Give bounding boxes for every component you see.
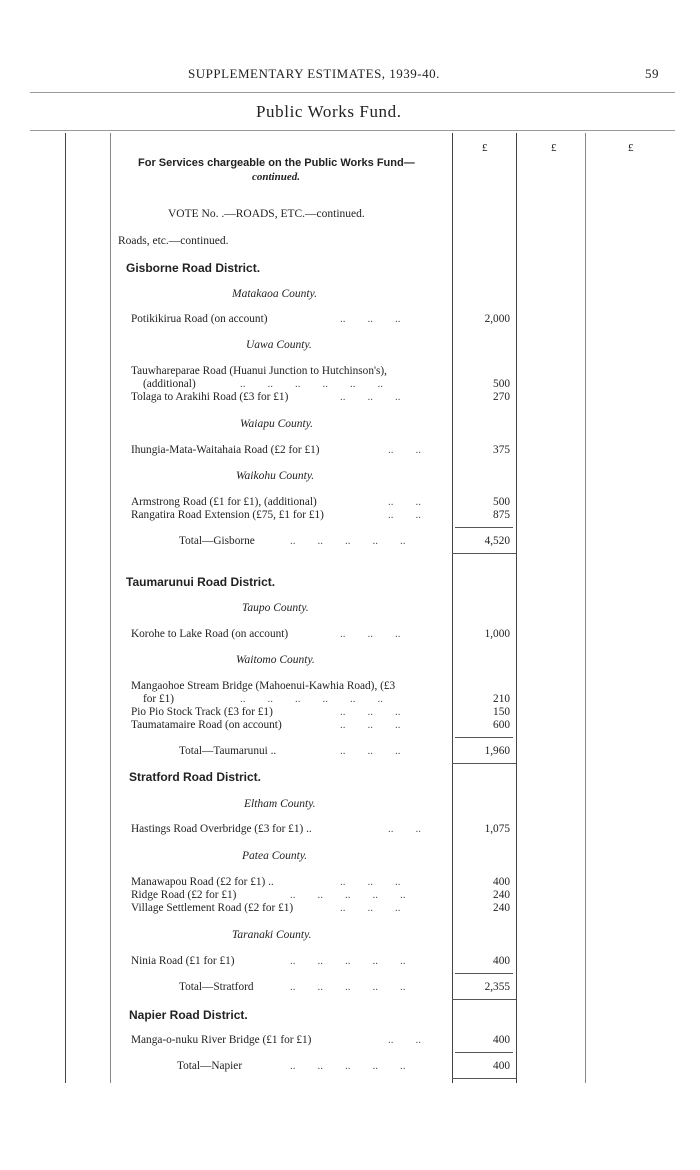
roads-heading: Roads, etc.—continued.: [118, 235, 229, 247]
manawapou-road: Manawapou Road (£2 for £1) ..: [131, 876, 274, 888]
rangatira-road: Rangatira Road Extension (£75, £1 for £1): [131, 509, 324, 521]
leader-dots: .. .. .. .. .. ..: [240, 378, 383, 390]
leader-dots: .. .. ..: [340, 706, 401, 718]
leader-dots: .. .. ..: [340, 313, 401, 325]
subtotal-rule: [455, 973, 513, 974]
manga-o-nuku-bridge: Manga-o-nuku River Bridge (£1 for £1): [131, 1034, 312, 1046]
napier-district-heading: Napier Road District.: [129, 1008, 248, 1022]
potikikirua-road: Potikikirua Road (on account): [131, 313, 268, 325]
taumarunui-district-heading: Taumarunui Road District.: [126, 575, 276, 589]
leader-dots: .. .. ..: [340, 876, 401, 888]
tolaga-road: Tolaga to Arakihi Road (£3 for £1): [131, 391, 289, 403]
leader-dots: .. .. ..: [340, 628, 401, 640]
napier-total-amount: 400: [493, 1060, 510, 1072]
stratford-district-heading: Stratford Road District.: [129, 770, 262, 784]
tauwhareparae-road-line2: (additional): [143, 378, 196, 390]
taumarunui-total-amount: 1,960: [484, 745, 510, 757]
inner-margin-rule: [110, 133, 111, 1083]
leader-dots: .. ..: [388, 823, 421, 835]
leader-dots: .. .. ..: [340, 719, 401, 731]
leader-dots: .. .. .. .. .. ..: [240, 693, 383, 705]
subtotal-rule: [455, 737, 513, 738]
hastings-overbridge: Hastings Road Overbridge (£3 for £1) ..: [131, 823, 312, 835]
left-margin-rule: [65, 133, 66, 1083]
ridge-road: Ridge Road (£2 for £1): [131, 889, 237, 901]
manga-o-nuku-amount: 400: [493, 1034, 510, 1046]
total-rule: [452, 553, 516, 554]
korohe-amount: 1,000: [484, 628, 510, 640]
village-amount: 240: [493, 902, 510, 914]
leader-dots: .. .. .. .. ..: [290, 955, 406, 967]
pound-header-2: £: [551, 142, 557, 154]
second-column-rule: [585, 133, 586, 1083]
leader-dots: .. ..: [388, 1034, 421, 1046]
waitomo-county: Waitomo County.: [236, 654, 315, 666]
tauwhareparae-road-line1: Tauwhareparae Road (Huanui Junction to Hutchinson's),: [131, 365, 387, 377]
gisborne-district-heading: Gisborne Road District.: [126, 261, 261, 275]
leader-dots: .. .. .. .. ..: [290, 535, 406, 547]
page-number: 59: [645, 66, 659, 81]
header-rule: [30, 92, 675, 93]
waikohu-county: Waikohu County.: [236, 470, 315, 482]
taumatamaire-road: Taumatamaire Road (on account): [131, 719, 282, 731]
stratford-total-label: Total—Stratford: [179, 981, 254, 993]
manawapou-amount: 400: [493, 876, 510, 888]
taranaki-county: Taranaki County.: [232, 929, 312, 941]
total-rule: [452, 1078, 516, 1079]
pound-header-3: £: [628, 142, 634, 154]
taumarunui-total-label: Total—Taumarunui ..: [179, 745, 277, 757]
mangaohoe-bridge-line2: for £1): [143, 693, 175, 705]
eltham-county: Eltham County.: [244, 798, 316, 810]
ihungia-road: Ihungia-Mata-Waitahaia Road (£2 for £1): [131, 444, 320, 456]
fund-title: Public Works Fund.: [256, 102, 402, 121]
gisborne-total-amount: 4,520: [484, 535, 510, 547]
leader-dots: .. .. .. .. ..: [290, 981, 406, 993]
taupo-county: Taupo County.: [242, 602, 309, 614]
total-rule: [452, 999, 516, 1000]
leader-dots: .. ..: [388, 509, 421, 521]
piopio-amount: 150: [493, 706, 510, 718]
korohe-road: Korohe to Lake Road (on account): [131, 628, 289, 640]
vote-heading: VOTE No. .—ROADS, ETC.—continued.: [168, 208, 365, 220]
leader-dots: .. .. ..: [340, 902, 401, 914]
title-rule: [30, 130, 675, 131]
services-continued: continued.: [252, 171, 300, 183]
matakaoa-county: Matakaoa County.: [232, 288, 317, 300]
tolaga-amount: 270: [493, 391, 510, 403]
hastings-amount: 1,075: [484, 823, 510, 835]
leader-dots: .. ..: [388, 496, 421, 508]
ninia-amount: 400: [493, 955, 510, 967]
rangatira-amount: 875: [493, 509, 510, 521]
tauwhareparae-amount: 500: [493, 378, 510, 390]
napier-total-label: Total—Napier: [177, 1060, 243, 1072]
amount-column-rule-left: [452, 133, 453, 1083]
ihungia-amount: 375: [493, 444, 510, 456]
piopio-stock-track: Pio Pio Stock Track (£3 for £1): [131, 706, 273, 718]
subtotal-rule: [455, 527, 513, 528]
amount-column-rule-right: [516, 133, 517, 1083]
leader-dots: .. .. .. .. ..: [290, 889, 406, 901]
armstrong-road: Armstrong Road (£1 for £1), (additional): [131, 496, 317, 508]
pound-header-1: £: [482, 142, 488, 154]
subtotal-rule: [455, 1052, 513, 1053]
taumatamaire-amount: 600: [493, 719, 510, 731]
mangaohoe-amount: 210: [493, 693, 510, 705]
village-settlement-road: Village Settlement Road (£2 for £1): [131, 902, 294, 914]
running-title: SUPPLEMENTARY ESTIMATES, 1939-40.: [188, 66, 440, 81]
leader-dots: .. .. .. .. ..: [290, 1060, 406, 1072]
potikikirua-amount: 2,000: [484, 313, 510, 325]
stratford-total-amount: 2,355: [484, 981, 510, 993]
uawa-county: Uawa County.: [246, 339, 312, 351]
waiapu-county: Waiapu County.: [240, 418, 314, 430]
services-heading: For Services chargeable on the Public Works Fund—: [138, 157, 415, 169]
leader-dots: .. .. ..: [340, 745, 401, 757]
mangaohoe-bridge-line1: Mangaohoe Stream Bridge (Mahoenui-Kawhia Road), (£3: [131, 680, 396, 692]
leader-dots: .. .. ..: [340, 391, 401, 403]
armstrong-amount: 500: [493, 496, 510, 508]
gisborne-total-label: Total—Gisborne: [179, 535, 255, 547]
leader-dots: .. ..: [388, 444, 421, 456]
patea-county: Patea County.: [242, 850, 308, 862]
total-rule: [452, 763, 516, 764]
ninia-road: Ninia Road (£1 for £1): [131, 955, 235, 967]
ridge-amount: 240: [493, 889, 510, 901]
